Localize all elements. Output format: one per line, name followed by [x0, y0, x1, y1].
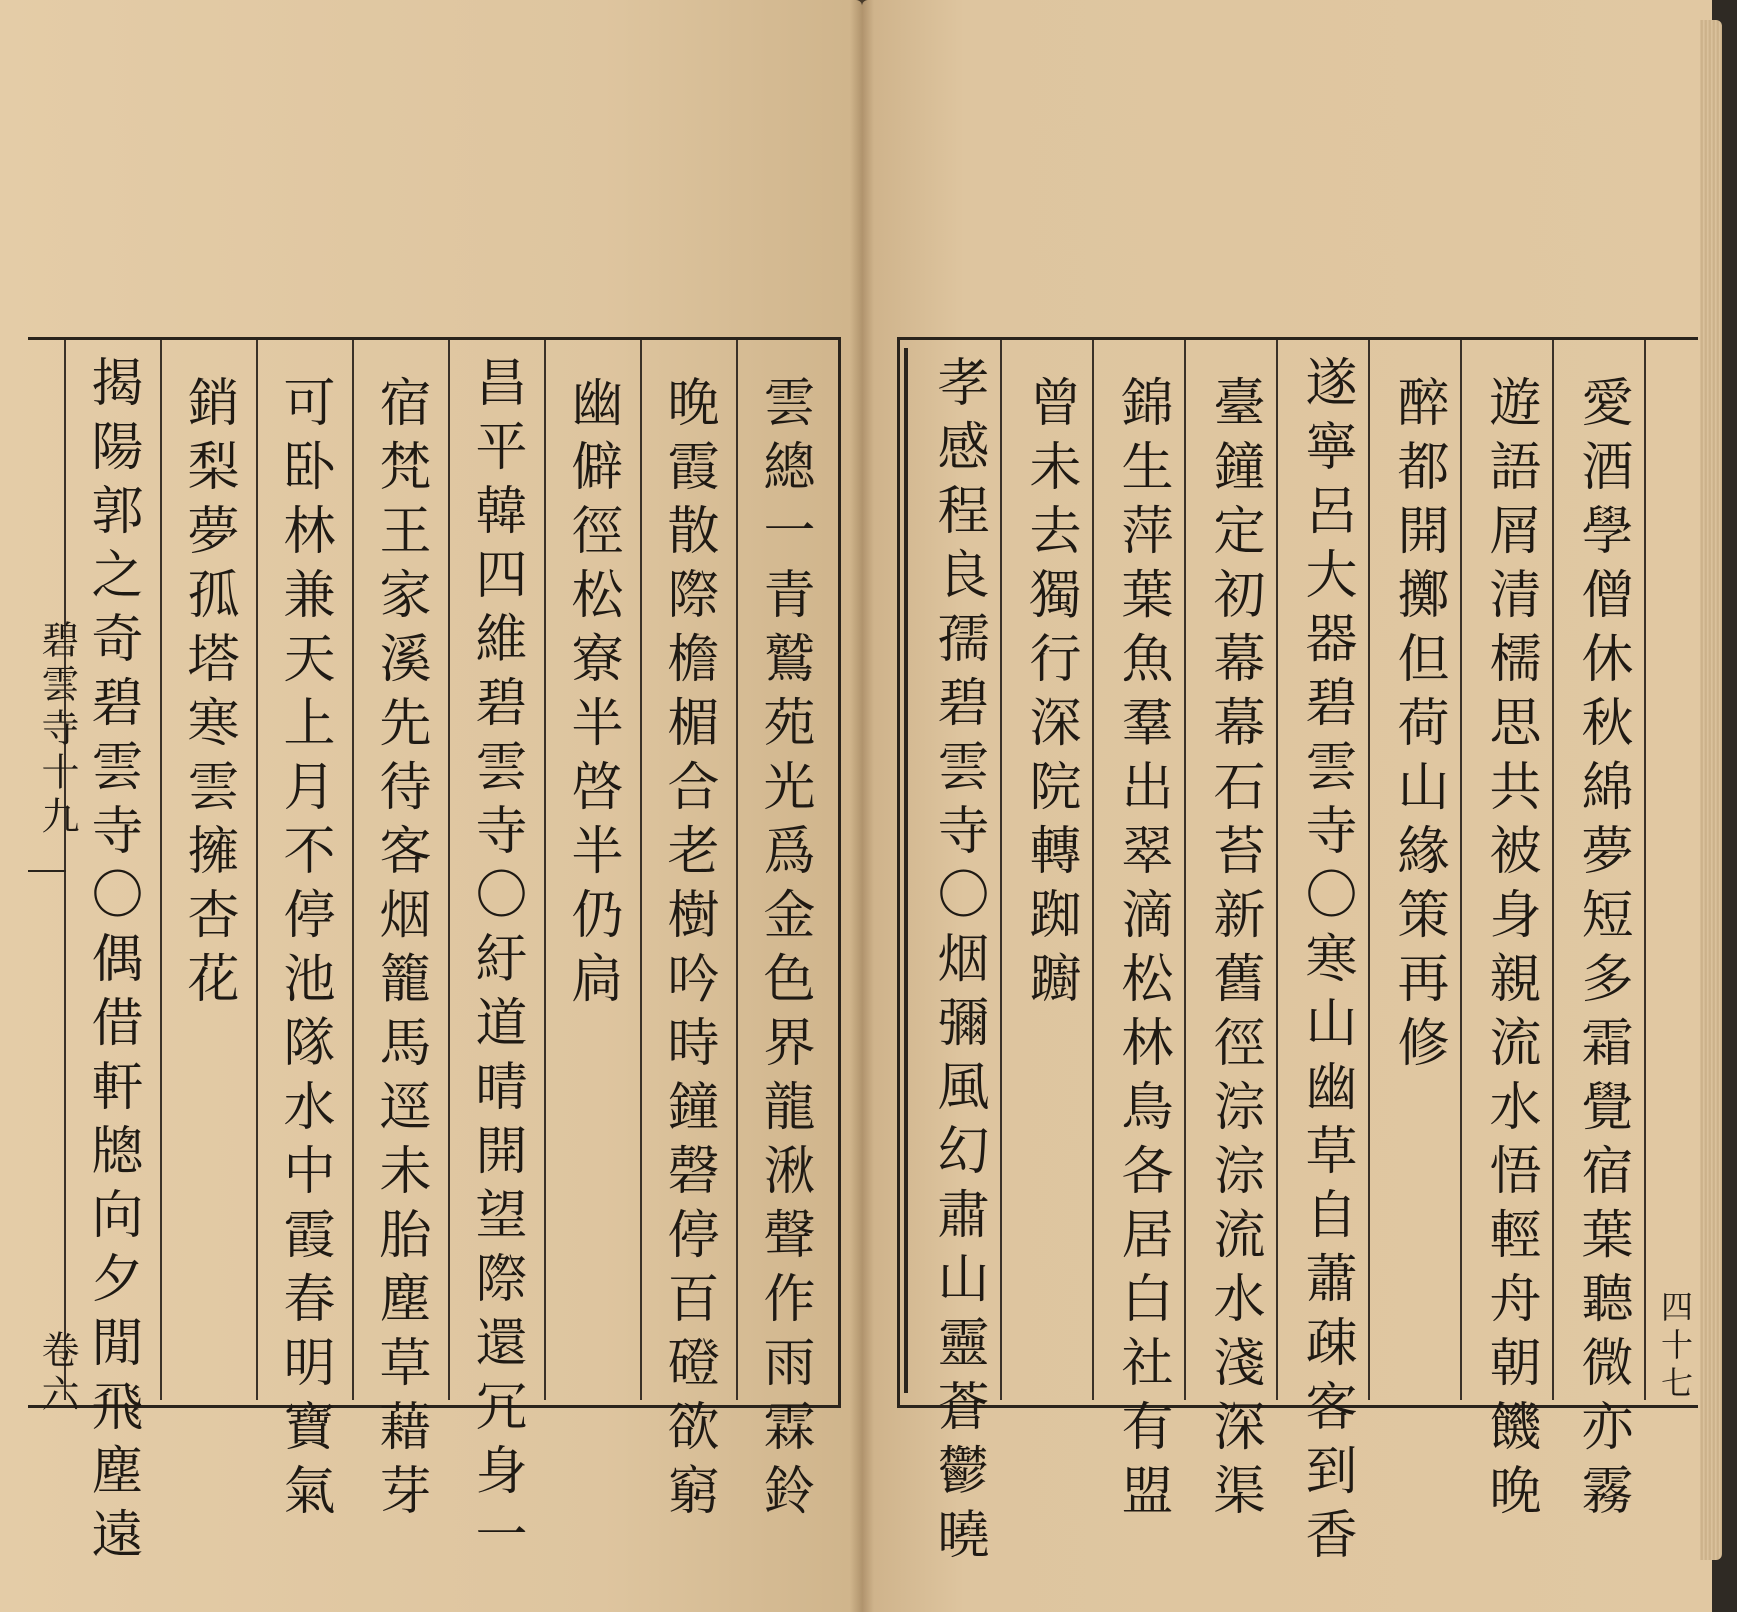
column-rule	[736, 340, 738, 1400]
book-gutter	[850, 0, 874, 1612]
juan-label: 卷六	[35, 1330, 79, 1418]
margin-divider	[28, 870, 66, 872]
text-column-1: 雲總一青鷲苑光爲金色界龍湫聲作雨霖鈴	[754, 375, 814, 1527]
text-column-7: 銷梨夢孤塔寒雲擁杏花	[178, 375, 238, 1015]
column-rule	[544, 340, 546, 1400]
column-rule	[1092, 340, 1094, 1400]
column-rule	[640, 340, 642, 1400]
page-edges	[1700, 20, 1722, 1560]
text-column-1: 愛酒學僧休秋綿夢短多霜覺宿葉聽微亦霧	[1572, 375, 1632, 1527]
text-column-5: 宿梵王家溪先待客烟籠馬逕未胎塵草藉芽	[370, 375, 430, 1527]
column-rule	[352, 340, 354, 1400]
column-rule	[1460, 340, 1462, 1400]
text-column-2: 晚霞散際檐楣合老樹吟時鐘磬停百磴欲窮	[658, 375, 718, 1527]
text-column-8: 揭陽郭之奇碧雲寺〇偶借軒牕向夕閒飛塵遠	[82, 355, 142, 1571]
text-column-4: 昌平韓四維碧雲寺〇紆道晴開望際還冗身一	[466, 355, 526, 1571]
column-rule	[1552, 340, 1554, 1400]
column-rule	[160, 340, 162, 1400]
column-rule	[1000, 340, 1002, 1400]
text-column-4: 遂寧呂大器碧雲寺〇寒山幽草自蕭疎客到香	[1296, 355, 1356, 1571]
column-rule	[1276, 340, 1278, 1400]
text-column-8: 孝感程良孺碧雲寺〇烟彌風幻肅山靈蒼鬱曉	[928, 355, 988, 1571]
column-rule	[1184, 340, 1186, 1400]
text-column-6: 可卧林兼天上月不停池隊水中霞春明寶氣	[274, 375, 334, 1527]
text-column-2: 遊語屑清檽思共被身親流水悟輕舟朝饑晚	[1480, 375, 1540, 1527]
folio-number: 四十七	[1656, 1290, 1694, 1404]
margin-title: 碧雲寺十九	[35, 620, 79, 840]
text-column-6: 錦生萍葉魚羣出翠滴松林鳥各居白社有盟	[1112, 375, 1172, 1527]
column-rule	[1368, 340, 1370, 1400]
column-rule	[256, 340, 258, 1400]
text-column-3: 幽僻徑松寮半啓半仍扃	[562, 375, 622, 1015]
column-rule	[448, 340, 450, 1400]
text-column-7: 曾未去獨行深院轉踟躕	[1020, 375, 1080, 1015]
column-rule	[1644, 340, 1646, 1400]
text-column-3: 醉都開擲但荷山緣策再修	[1388, 375, 1448, 1079]
text-column-5: 臺鐘定初幕幕石苔新舊徑淙淙流水淺深渠	[1204, 375, 1264, 1527]
